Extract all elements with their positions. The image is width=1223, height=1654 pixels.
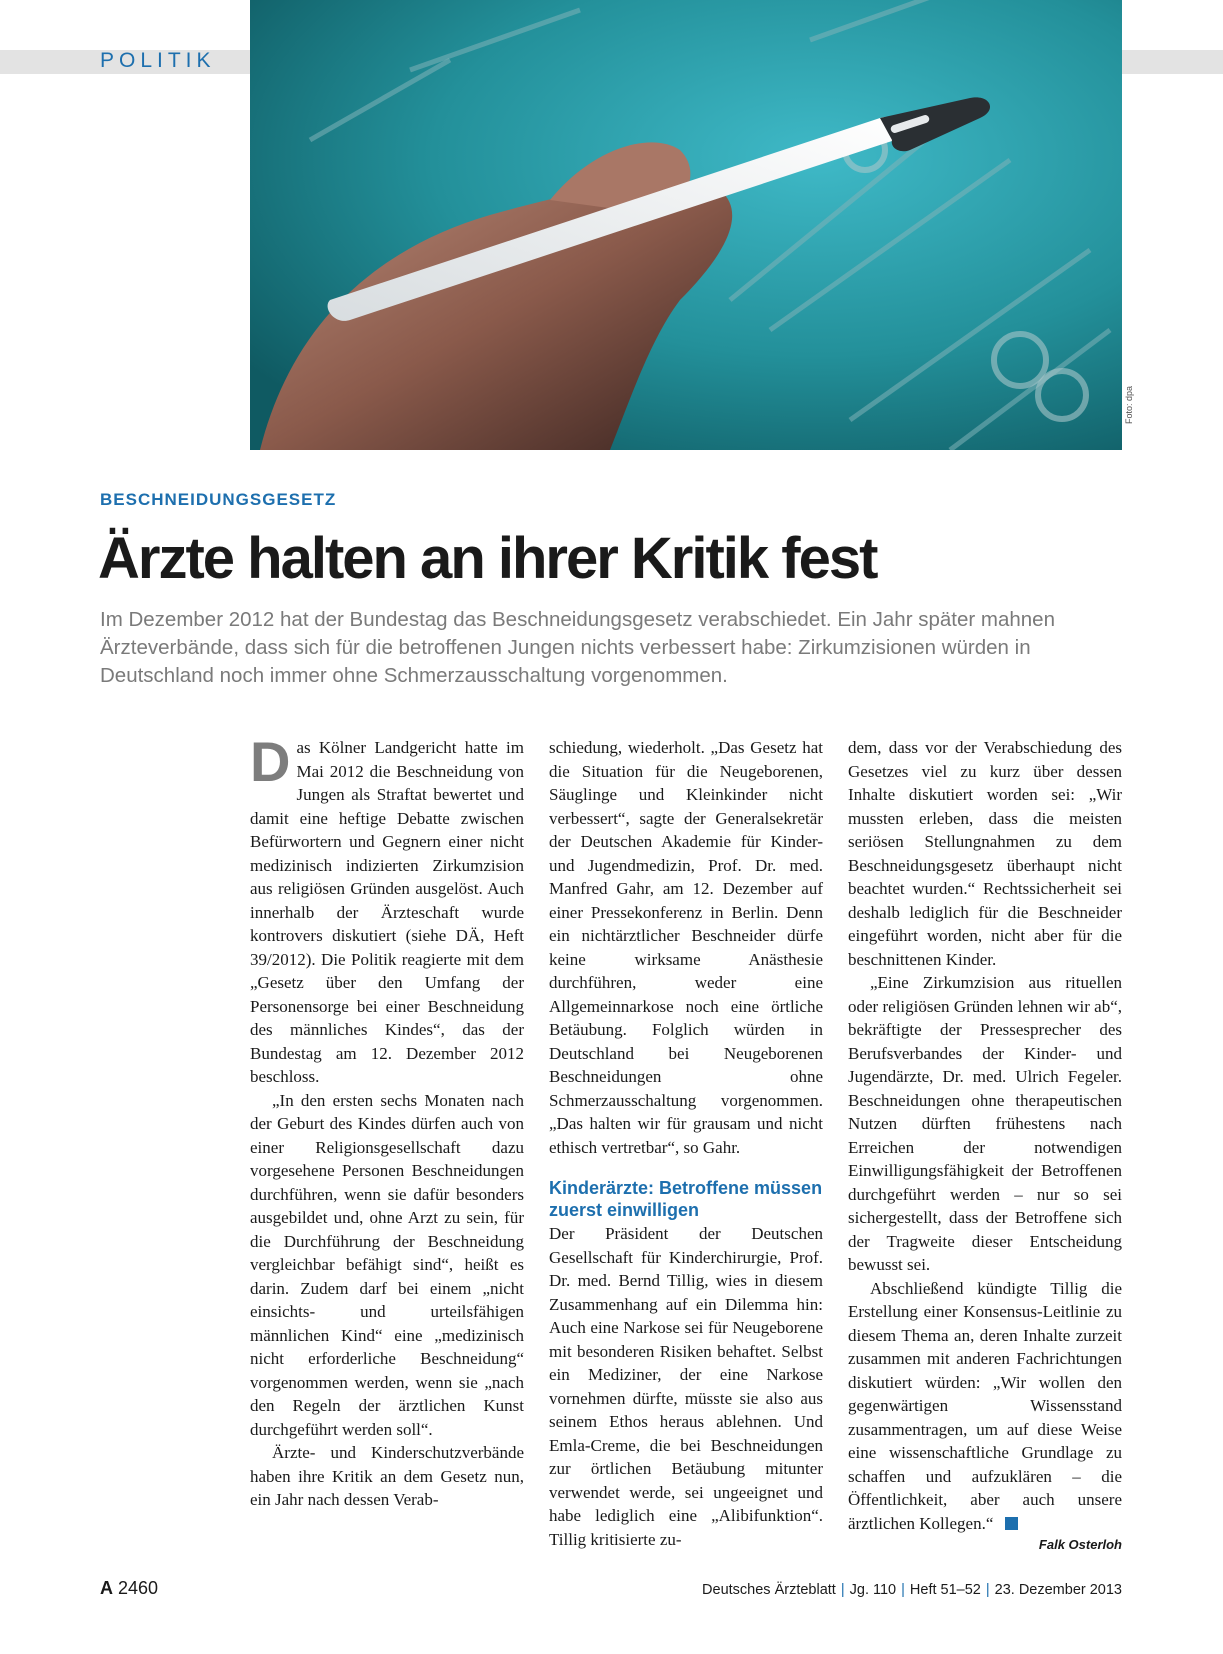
journal-name: Deutsches Ärzteblatt bbox=[702, 1582, 836, 1598]
paragraph-text: as Kölner Landgericht hatte im Mai 2012 die Beschneidung von Jungen als Straftat bewertet und damit eine heftige Debatte zwischen Befürwortern und Gegnern einer nicht medizinisch indizierten Zirkumzision aus religiösen Gründen ausgelöst. Auch innerhalb der Ärzteschaft wurde kontrovers diskutiert (siehe DÄ, Heft 39/2012). Die Politik reagierte mit dem „Gesetz über den Umfang der Personensorge bei einer Beschneidung des männliches Kindes“, das der Bundestag am 12. Dezember 2012 beschloss. bbox=[250, 738, 524, 1086]
paragraph bbox=[848, 1277, 1122, 1536]
paragraph bbox=[250, 730, 524, 1089]
section-bar-right bbox=[1122, 50, 1223, 74]
article-photo bbox=[250, 0, 1122, 450]
footer-separator: | bbox=[901, 1582, 905, 1598]
journal-footer bbox=[702, 1582, 1122, 1598]
paragraph: Der Präsident der Deutschen Gesellschaft für Kinderchirurgie, Prof. Dr. med. Bernd Tillig, wies in diesem Zusammenhang auf ein Dilemma hin: Auch eine Narkose sei für Neugeborene mit besonderen Risiken behaftet. Selbst ein Mediziner, der eine Narkose vornehmen dürfte, müsste sie also aus seinem Ethos heraus ablehnen. Und Emla-Creme, die bei Beschneidungen zur örtlichen Betäubung mitunter verwendet werde, sei ungeeignet und habe lediglich eine „Alibifunktion“. Tillig kritisierte zu- bbox=[549, 1224, 823, 1549]
paragraph: „Eine Zirkumzision aus rituellen oder religiösen Gründen lehnen wir ab“, bekräftigte der Pressesprecher des Berufsverbandes der Kinder- und Jugendärzte, Dr. med. Ulrich Fegeler. Beschneidungen ohne therapeutischen Nutzen dürften frühestens nach Erreichen der notwendigen Einwilligungsfähigkeit der Betroffenen durchgeführt werden – nur so sei sichergestellt, dass der Betroffene sich der Tragweite dieser Entscheidung bewusst sei. bbox=[848, 973, 1122, 1274]
article-column-2 bbox=[549, 736, 823, 1551]
article-lead: Im Dezember 2012 hat der Bundestag das Beschneidungsgesetz verabschiedet. Ein Jahr später mahnen Ärzteverbände, dass sich für die betroffenen Jungen nichts verbessert habe: Zirkumzisionen würden in Deutschland noch immer ohne Schmerzausschaltung vorgenommen. bbox=[100, 608, 1055, 687]
article-kicker: BESCHNEIDUNGSGESETZ bbox=[100, 490, 337, 509]
photo-credit: Foto: dpa bbox=[1124, 385, 1134, 424]
article-column-1 bbox=[250, 730, 524, 1512]
page-prefix: A bbox=[100, 1578, 113, 1598]
footer-separator: | bbox=[985, 1582, 990, 1598]
paragraph: dem, dass vor der Verabschiedung des Gesetzes viel zu kurz über dessen Inhalte diskutiert worden sei: „Wir mussten erleben, dass die meisten seriösen Stellungnahmen zu dem Beschneidungsgesetz überhaupt nicht beachtet wurden.“ Rechtssicherheit sei deshalb lediglich für die Beschneider eingeführt worden, nicht aber für die beschnittenen Kinder. bbox=[848, 738, 1122, 969]
paragraph: schiedung, wiederholt. „Das Gesetz hat die Situation für die Neugeborenen, Säuglinge und Kleinkinder nicht verbessert“, sagte der Generalsekretär der Deutschen Akademie für Kinder- und Jugendmedizin, Prof. Dr. med. Manfred Gahr, am 12. Dezember auf einer Pressekonferenz in Berlin. Denn ein nichtärztlicher Beschneider dürfe keine wirksame Anästhesie durchführen, weder eine Allgemeinnarkose noch eine örtliche Betäubung. Folglich würden in Deutschland bei Neugeborenen Beschneidungen ohne Schmerzausschaltung vorgenommen. „Das halten wir für grausam und nicht ethisch vertretbar“, so Gahr. bbox=[549, 738, 823, 1157]
paragraph-text: Abschließend kündigte Tillig die Erstellung einer Konsensus-Leitlinie zu diesem Thema an, deren Inhalte zurzeit zusammen mit anderen Fachrichtungen diskutiert würden: „Wir wollen den gegenwärtigen Wissensstand zusammentragen, um auf diese Weise eine wissenschaftliche Grundlage zu schaffen und aufzuklären – die Öffentlichkeit, aber auch unsere ärztlichen Kollegen.“ bbox=[848, 1278, 1122, 1533]
journal-volume: Jg. 110 bbox=[849, 1582, 897, 1598]
page-number bbox=[100, 1578, 158, 1599]
article-subheading: Kinderärzte: Betroffene müssen zuerst einwilligen bbox=[549, 1178, 823, 1220]
journal-date: 23. Dezember 2013 bbox=[994, 1582, 1122, 1598]
scalpel-photo-illustration bbox=[250, 0, 1122, 450]
paragraph: „In den ersten sechs Monaten nach der Geburt des Kindes dürfen auch von einer Religionsgesellschaft dazu vorgesehene Personen Beschneidungen durchführen, wenn sie dafür besonders ausgebildet und, ohne Arzt zu sein, für die Durchführung der Beschneidung vergleichbar befähigt sind“, heißt es darin. Zudem darf bei einem „nicht einsichts- und urteilsfähigen männlichen Kind“ eine „medizinisch nicht erforderliche Beschneidung“ vorgenommen werden, wenn sie „nach den Regeln der ärztlichen Kunst durchgeführt werden soll“. bbox=[250, 1090, 524, 1439]
footer-separator: | bbox=[840, 1582, 845, 1598]
page-number-value: 2460 bbox=[118, 1578, 159, 1598]
drop-cap: D bbox=[250, 730, 291, 793]
article-headline: Ärzte halten an ihrer Kritik fest bbox=[98, 526, 877, 591]
journal-issue: Heft 51–52 bbox=[909, 1582, 981, 1598]
section-label: POLITIK bbox=[100, 49, 216, 72]
end-mark-icon bbox=[1005, 1517, 1018, 1530]
paragraph: Ärzte- und Kinderschutzverbände haben ihre Kritik an dem Gesetz nun, ein Jahr nach dessen Verab- bbox=[250, 1443, 524, 1509]
author-byline: Falk Osterloh bbox=[1038, 1537, 1122, 1552]
article-column-3 bbox=[848, 736, 1122, 1554]
